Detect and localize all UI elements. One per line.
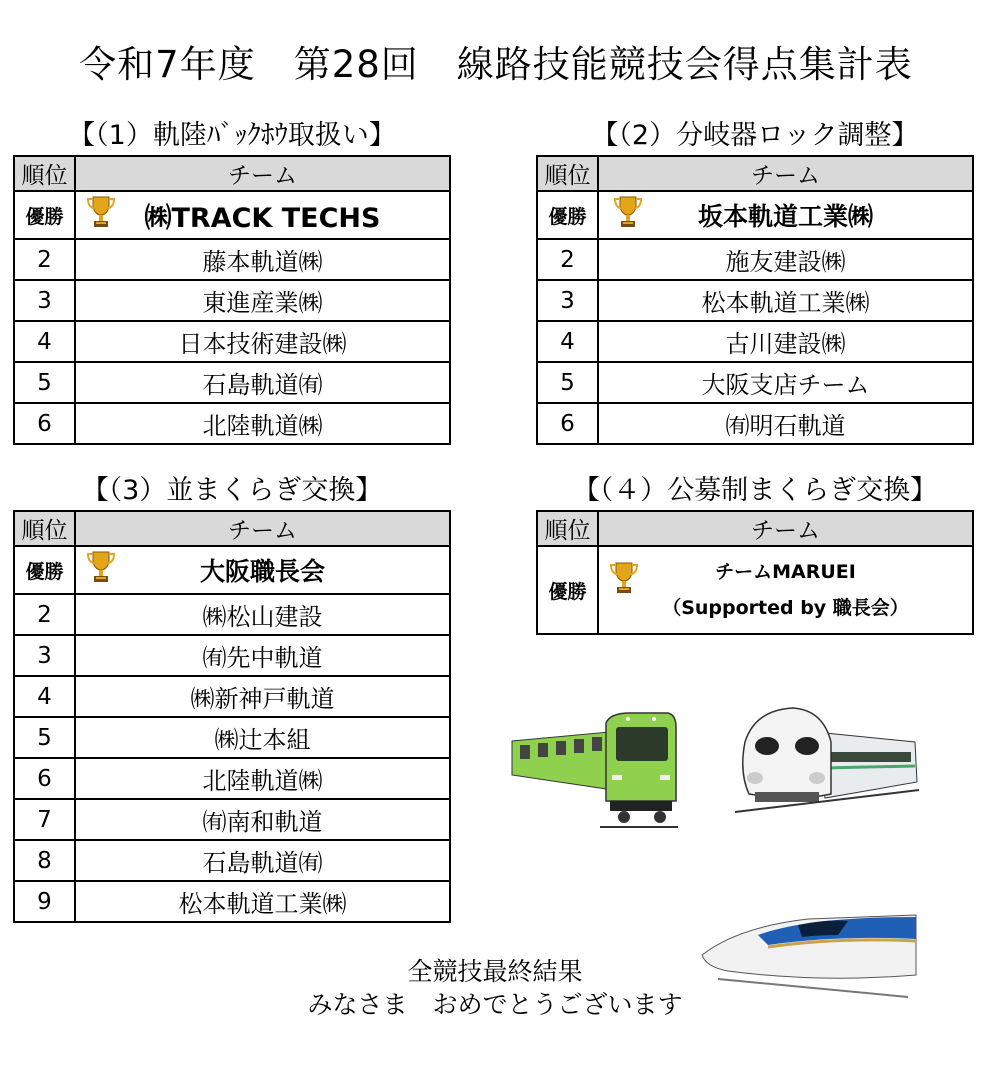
shinkansen-train-icon — [698, 905, 920, 1005]
team-header: チーム — [598, 511, 973, 546]
ranking-table — [13, 155, 451, 445]
rank-cell: 5 — [537, 362, 598, 403]
team-cell — [75, 546, 450, 594]
rank-cell: 2 — [14, 239, 75, 280]
rank-cell: 優勝 — [537, 546, 598, 634]
table-row — [14, 321, 450, 362]
rank-cell: 4 — [14, 676, 75, 717]
team-cell: ㈲明石軌道 — [598, 403, 973, 444]
team-cell: ㈱松山建設 — [75, 594, 450, 635]
team-name: 大阪職長会 — [199, 557, 325, 586]
rank-header: 順位 — [14, 156, 75, 191]
table-row — [14, 635, 450, 676]
team-cell: 松本軌道工業㈱ — [75, 881, 450, 922]
table-row — [537, 403, 973, 444]
page-title: 令和7年度 第28回 線路技能競技会得点集計表 — [79, 43, 913, 86]
rank-cell: 4 — [14, 321, 75, 362]
trophy-icon — [614, 195, 642, 235]
ranking-table — [536, 510, 974, 635]
rank-cell: 3 — [537, 280, 598, 321]
ranking-table — [536, 155, 974, 445]
rank-header: 順位 — [537, 511, 598, 546]
team-cell: 施友建設㈱ — [598, 239, 973, 280]
table-row-winner — [537, 191, 973, 239]
rank-cell: 6 — [537, 403, 598, 444]
table-row-winner — [14, 546, 450, 594]
table-row — [14, 594, 450, 635]
rank-cell: 8 — [14, 840, 75, 881]
team-cell: ㈱辻本組 — [75, 717, 450, 758]
table-row — [537, 321, 973, 362]
footer-line-1: 全競技最終結果 — [407, 957, 583, 986]
table-row — [14, 717, 450, 758]
rank-cell: 6 — [14, 758, 75, 799]
team-cell: 東進産業㈱ — [75, 280, 450, 321]
rank-cell: 優勝 — [14, 191, 75, 239]
section-title: 【（1）軌陸ﾊﾞｯｸﾎｳ取扱い】 — [68, 120, 396, 151]
team-name: チームMARUEI — [715, 561, 856, 583]
rank-cell: 優勝 — [537, 191, 598, 239]
table-row — [14, 676, 450, 717]
team-cell: ㈲先中軌道 — [75, 635, 450, 676]
team-header: チーム — [598, 156, 973, 191]
team-name: ㈱TRACK TECHS — [144, 202, 381, 234]
green-commuter-train-icon — [510, 705, 680, 830]
team-sponsor: （Supported by 職長会） — [662, 597, 909, 619]
rank-cell: 3 — [14, 635, 75, 676]
team-cell: ㈱新神戸軌道 — [75, 676, 450, 717]
team-cell: 藤本軌道㈱ — [75, 239, 450, 280]
panda-express-train-icon — [735, 702, 920, 817]
rank-cell: 6 — [14, 403, 75, 444]
table-row — [14, 239, 450, 280]
team-cell — [598, 191, 973, 239]
footer-message — [300, 955, 690, 1021]
rank-header: 順位 — [14, 511, 75, 546]
team-cell: 北陸軌道㈱ — [75, 758, 450, 799]
table-row — [14, 403, 450, 444]
table-row-winner — [537, 546, 973, 634]
section-switch-lock — [536, 120, 974, 445]
rank-header: 順位 — [537, 156, 598, 191]
table-row — [14, 881, 450, 922]
team-cell: 日本技術建設㈱ — [75, 321, 450, 362]
team-cell: ㈲南和軌道 — [75, 799, 450, 840]
section-backhoe — [13, 120, 451, 445]
section-title: 【（４）公募制まくらぎ交換】 — [572, 475, 938, 506]
team-cell — [598, 546, 973, 634]
rank-cell: 9 — [14, 881, 75, 922]
rank-cell: 4 — [537, 321, 598, 362]
trophy-icon — [87, 195, 115, 235]
table-header-row — [14, 156, 450, 191]
team-cell: 古川建設㈱ — [598, 321, 973, 362]
team-cell: 大阪支店チーム — [598, 362, 973, 403]
team-header: チーム — [75, 156, 450, 191]
table-header-row — [537, 156, 973, 191]
ranking-table — [13, 510, 451, 923]
table-row-winner — [14, 191, 450, 239]
table-row — [14, 758, 450, 799]
table-header-row — [537, 511, 973, 546]
table-row — [14, 799, 450, 840]
rank-cell: 2 — [14, 594, 75, 635]
table-header-row — [14, 511, 450, 546]
team-cell — [75, 191, 450, 239]
team-cell: 石島軌道㈲ — [75, 362, 450, 403]
team-cell: 松本軌道工業㈱ — [598, 280, 973, 321]
table-row — [537, 239, 973, 280]
section-title: 【（3）並まくらぎ交換】 — [81, 475, 383, 506]
table-row — [14, 280, 450, 321]
table-row — [537, 362, 973, 403]
rank-cell: 7 — [14, 799, 75, 840]
team-cell: 石島軌道㈲ — [75, 840, 450, 881]
trophy-icon — [87, 550, 115, 590]
table-row — [537, 280, 973, 321]
section-sleeper-exchange — [13, 475, 451, 923]
rank-cell: 優勝 — [14, 546, 75, 594]
section-public-sleeper-exchange — [536, 475, 974, 635]
trophy-icon — [610, 561, 638, 601]
rank-cell: 2 — [537, 239, 598, 280]
section-title: 【（2）分岐器ロック調整】 — [591, 120, 919, 151]
table-row — [14, 840, 450, 881]
footer-line-2: みなさま おめでとうございます — [307, 990, 683, 1019]
rank-cell: 3 — [14, 280, 75, 321]
rank-cell: 5 — [14, 362, 75, 403]
team-header: チーム — [75, 511, 450, 546]
team-name: 坂本軌道工業㈱ — [697, 202, 873, 231]
team-cell: 北陸軌道㈱ — [75, 403, 450, 444]
table-row — [14, 362, 450, 403]
rank-cell: 5 — [14, 717, 75, 758]
